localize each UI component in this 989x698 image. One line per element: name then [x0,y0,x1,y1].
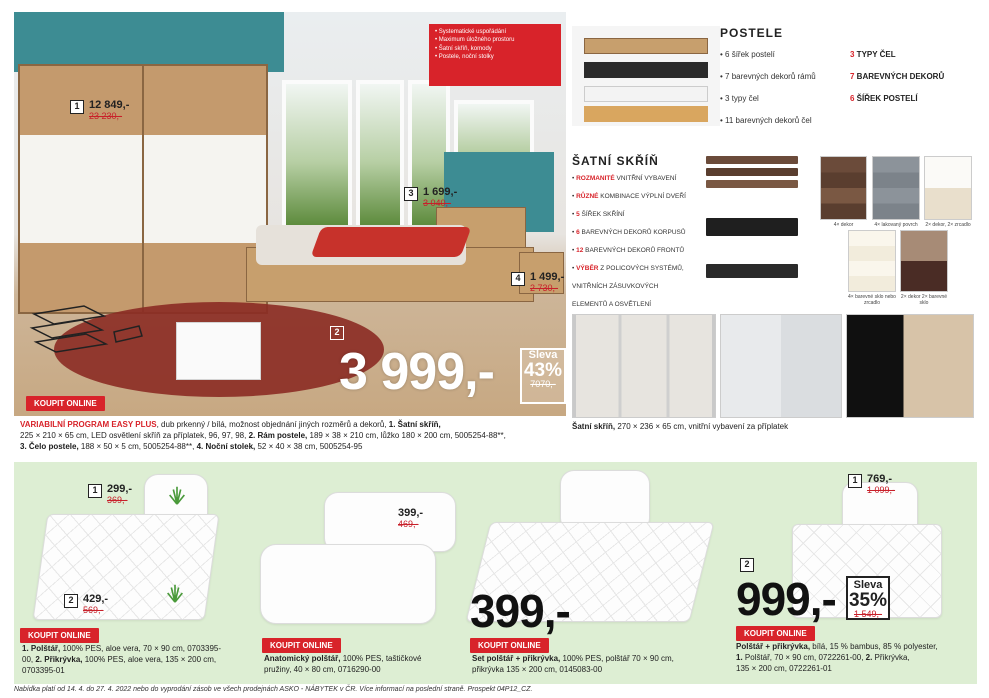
discount-label: Sleva [528,349,558,361]
desc-text: 100% PES, aloe vera, 70 × 90 cm, 0703395- [60,644,222,653]
beds-title: POSTELE [720,26,784,40]
wall-teal [14,12,284,72]
list-text: KOMBINACE VÝPLNÍ DVEŘÍ [598,193,686,200]
bedroom-photo [14,12,566,416]
desc-text: 0703395-01 [22,665,65,675]
buy-online-button[interactable]: KOUPIT ONLINE [736,626,815,641]
panel [706,168,798,176]
highlight-number: 3 [850,50,855,59]
feature-bullets [429,24,561,86]
list-text: Z POLICOVÝCH SYSTÉMŮ, [598,265,684,272]
product-description [264,654,464,676]
price-tag-anatomic [398,508,423,529]
desc-text: Polštář, 70 × 90 cm, 0722261-00, [742,652,866,662]
price-old: 469,- [398,519,419,529]
list-highlight: VÝBĚR [576,265,599,272]
beds-feature-list [720,44,816,132]
anatomic-pillow-image [324,492,456,552]
books-sketch [24,296,144,356]
highlight-text: BAREVNÝCH DEKORŮ [854,72,945,81]
list-highlight: 5 [576,211,580,218]
desc-label: 3. Čelo postele, [20,441,79,451]
swatch-caption: 4× barevné sklo nebo zrcadlo [848,294,896,306]
highlight-number: 7 [850,72,855,81]
list-item: • 3 typy čel [720,88,816,110]
list-item: • 5 ŠÍŘEK SKŘÍNÍ [572,211,625,218]
buy-online-button[interactable]: KOUPIT ONLINE [26,396,105,411]
buy-online-button[interactable]: KOUPIT ONLINE [262,638,341,653]
bullet: • Postele, noční stolky [435,53,555,61]
list-highlight: 6 [576,229,580,236]
price-tag-3 [404,187,457,208]
desc-text: bílá, 15 % bambus, 85 % polyester, [810,642,938,651]
wardrobe-title: ŠATNÍ SKŘÍŇ [572,154,659,168]
list-highlight: 12 [576,247,584,254]
swatch-decor [820,156,867,220]
bullet: • Systematické uspořádání [435,28,555,36]
list-text: ŠÍŘEK SKŘÍNÍ [579,211,625,218]
hero-big-price: 3 999,- [339,343,494,401]
coffee-table [176,322,261,380]
anatomic-pillow-image [260,544,436,624]
desc-text: pružiny, 40 × 80 cm, 0716290-00 [264,664,381,674]
wardrobe-interior-photo [572,314,716,418]
highlight-text: ŠÍŘEK POSTELÍ [854,94,918,103]
price-old: 369,- [107,495,128,505]
list-text: VNITŘNÍ VYBAVENÍ [614,175,677,182]
aloe-icon [166,484,188,506]
desc-text: 00, [22,654,36,664]
panel [706,264,798,278]
desc-label: 1. Polštář, [22,644,61,653]
program-title: VARIABILNÍ PROGRAM EASY PLUS [20,420,157,429]
swatch-mirror [924,156,972,220]
beds-highlights [850,44,944,110]
desc-text: 100% PES, polštář 70 × 90 cm, [560,654,674,663]
list-text: BAREVNÝCH DEKORŮ KORPUSŮ [579,229,686,236]
bed-image [246,207,534,307]
desc-text: 100% PES, taštičkové [340,654,422,663]
bed-variant [584,38,708,54]
item-number: 4 [511,272,525,286]
price-tag-1 [70,100,129,121]
desc-label: Polštář + přikrývka, [736,642,811,651]
highlight [850,66,944,88]
desc-label: Anatomický polštář, [264,654,341,663]
list-text: VNITŘNÍCH ZÁSUVKOVÝCH [572,283,659,290]
list-item: • RŮZNÉ KOMBINACE VÝPLNÍ DVEŘÍ [572,193,686,200]
highlight-text: TYPY ČEL [854,50,896,59]
caption-text: 270 × 236 × 65 cm, vnitřní vybavení za příplatek [615,422,789,431]
discount-badge [520,348,566,404]
bed-variant [584,106,708,122]
program-description [20,420,572,452]
price-now: 1 699,- [423,186,458,198]
panel [706,156,798,164]
red-throw [311,227,472,257]
wardrobe-feature-list [572,170,686,314]
desc-text: , dub prkenný / bílá, možnost objednání jiných rozměrů a dekorů, [156,420,389,429]
desc-label: 2. [865,652,873,662]
swatch-caption: 2× dekor 2× barevné sklo [900,294,948,306]
desc-text: Přikrývka, [872,652,910,662]
price-now: 769,- [867,473,893,485]
list-highlight: ROZMANITÉ [576,175,615,182]
buy-online-button[interactable]: KOUPIT ONLINE [20,628,99,643]
desc-label: Set polštář + přikrývka, [472,654,561,663]
swatch-caption: 4× dekor [833,222,854,228]
product-description [472,654,702,676]
wardrobe-image [18,64,268,314]
price-old: 2 730,- [530,283,559,293]
price-now: 429,- [83,593,109,605]
desc-text: 135 × 200 cm, 0722261-01 [736,663,832,673]
panel [706,218,798,236]
price-tag-pillow [88,484,132,505]
desc-label: 4. Noční stolek, [196,441,256,451]
item-number: 1 [70,100,84,114]
bedding-section [14,462,977,684]
price-now: 299,- [107,483,133,495]
desc-label: 2. Přikrývka, [35,654,83,664]
price-now: 1 499,- [530,271,565,283]
desc-label: 1. Šatní skříň, [388,420,441,429]
desc-text: přikrývka 135 × 200 cm, 0145083-00 [472,664,603,674]
desc-text: 100% PES, aloe vera, 135 × 200 cm, [82,654,217,664]
swatch-lacquer [872,156,920,220]
list-item: • 7 barevných dekorů rámů [720,66,816,88]
swatch-caption: 4× lakovaný povrch [874,222,918,228]
front-panels-image [706,154,796,304]
price-tag-duvet [64,594,108,615]
caption-bold: Šatní skříň, [572,422,616,431]
buy-online-button[interactable]: KOUPIT ONLINE [470,638,549,653]
bed-variant [584,86,708,102]
swatch-caption: 2× dekor, 2× zrcadlo [925,222,971,228]
highlight-number: 6 [850,94,855,103]
wardrobe-caption [572,422,788,431]
wardrobe-white-photo [720,314,842,418]
desc-text: 189 × 38 × 210 cm, lůžko 180 × 200 cm, 5005254-88**, [307,430,506,440]
discount-old-price: 1 549,- [853,609,883,619]
item-number: 1 [848,474,862,488]
item-number: 2 [330,326,344,340]
desc-text: 52 × 40 × 38 cm, 5005254-95 [255,441,363,451]
list-text: ELEMENTŮ A OSVĚTLENÍ [572,301,652,308]
bamboo-big-price: 999,- [736,573,836,625]
bed-variant [584,62,708,78]
list-text: BAREVNÝCH DEKORŮ FRONTŮ [583,247,685,254]
swatch-glass-decor [900,230,948,292]
desc-label: 2. Rám postele, [248,430,308,440]
list-item [572,278,686,296]
list-item [572,296,686,314]
price-now: 12 849,- [89,99,130,111]
product-description [736,642,974,674]
desc-label: 1. [736,652,743,662]
highlight [850,44,944,66]
list-item: • ROZMANITÉ VNITŘNÍ VYBAVENÍ [572,175,677,182]
list-item: • VÝBĚR Z POLICOVÝCH SYSTÉMŮ, [572,265,684,272]
list-item: • 6 šířek postelí [720,44,816,66]
discount-percent: 43% [523,360,563,381]
price-now: 399,- [398,507,424,519]
bullet: • Maximum úložného prostoru [435,36,555,44]
list-item: • 12 BAREVNÝCH DEKORŮ FRONTŮ [572,247,685,254]
product-description [22,644,252,676]
item-number: 1 [88,484,102,498]
list-item: • 6 BAREVNÝCH DEKORŮ KORPUSŮ [572,229,686,236]
discount-badge [846,576,890,620]
list-item: • 11 barevných dekorů čel [720,110,816,132]
validity-footnote: Nabídka platí od 14. 4. do 27. 4. 2022 nebo do vyprodání zásob ve všech prodejnách ASKO - NÁBYTEK v ČR. Více informací na poslední straně. Prospekt 04P12_CZ. [14,686,533,693]
bullet: • Šatní skříň, komody [435,45,555,53]
swatch-glass [848,230,896,292]
item-number: 3 [404,187,418,201]
discount-label: Sleva [853,579,883,591]
panel [706,180,798,188]
duvet-image [33,514,220,620]
desc-text: 225 × 210 × 65 cm, LED osvětlení skříň za příplatek, 96, 97, 98, [20,430,249,440]
item-number: 2 [740,558,754,572]
discount-old-price: 7070,- [530,379,556,389]
aloe-icon [164,582,186,604]
set-big-price: 399,- [470,585,570,637]
price-tag-4 [511,272,564,293]
wardrobe-black-photo [846,314,974,418]
price-old: 569,- [83,605,104,615]
desc-text: 188 × 50 × 5 cm, 5005254-88**, [78,441,197,451]
price-tag-bamboo-pillow [848,474,895,495]
item-number: 2 [64,594,78,608]
highlight [850,88,944,110]
price-old: 3 040,- [423,198,452,208]
discount-percent: 35% [848,590,888,611]
bed-variants-image [572,26,720,126]
price-old: 23 230,- [89,111,123,121]
price-old: 1 099,- [867,485,896,495]
top-section [14,12,977,460]
list-highlight: RŮZNÉ [576,193,599,200]
